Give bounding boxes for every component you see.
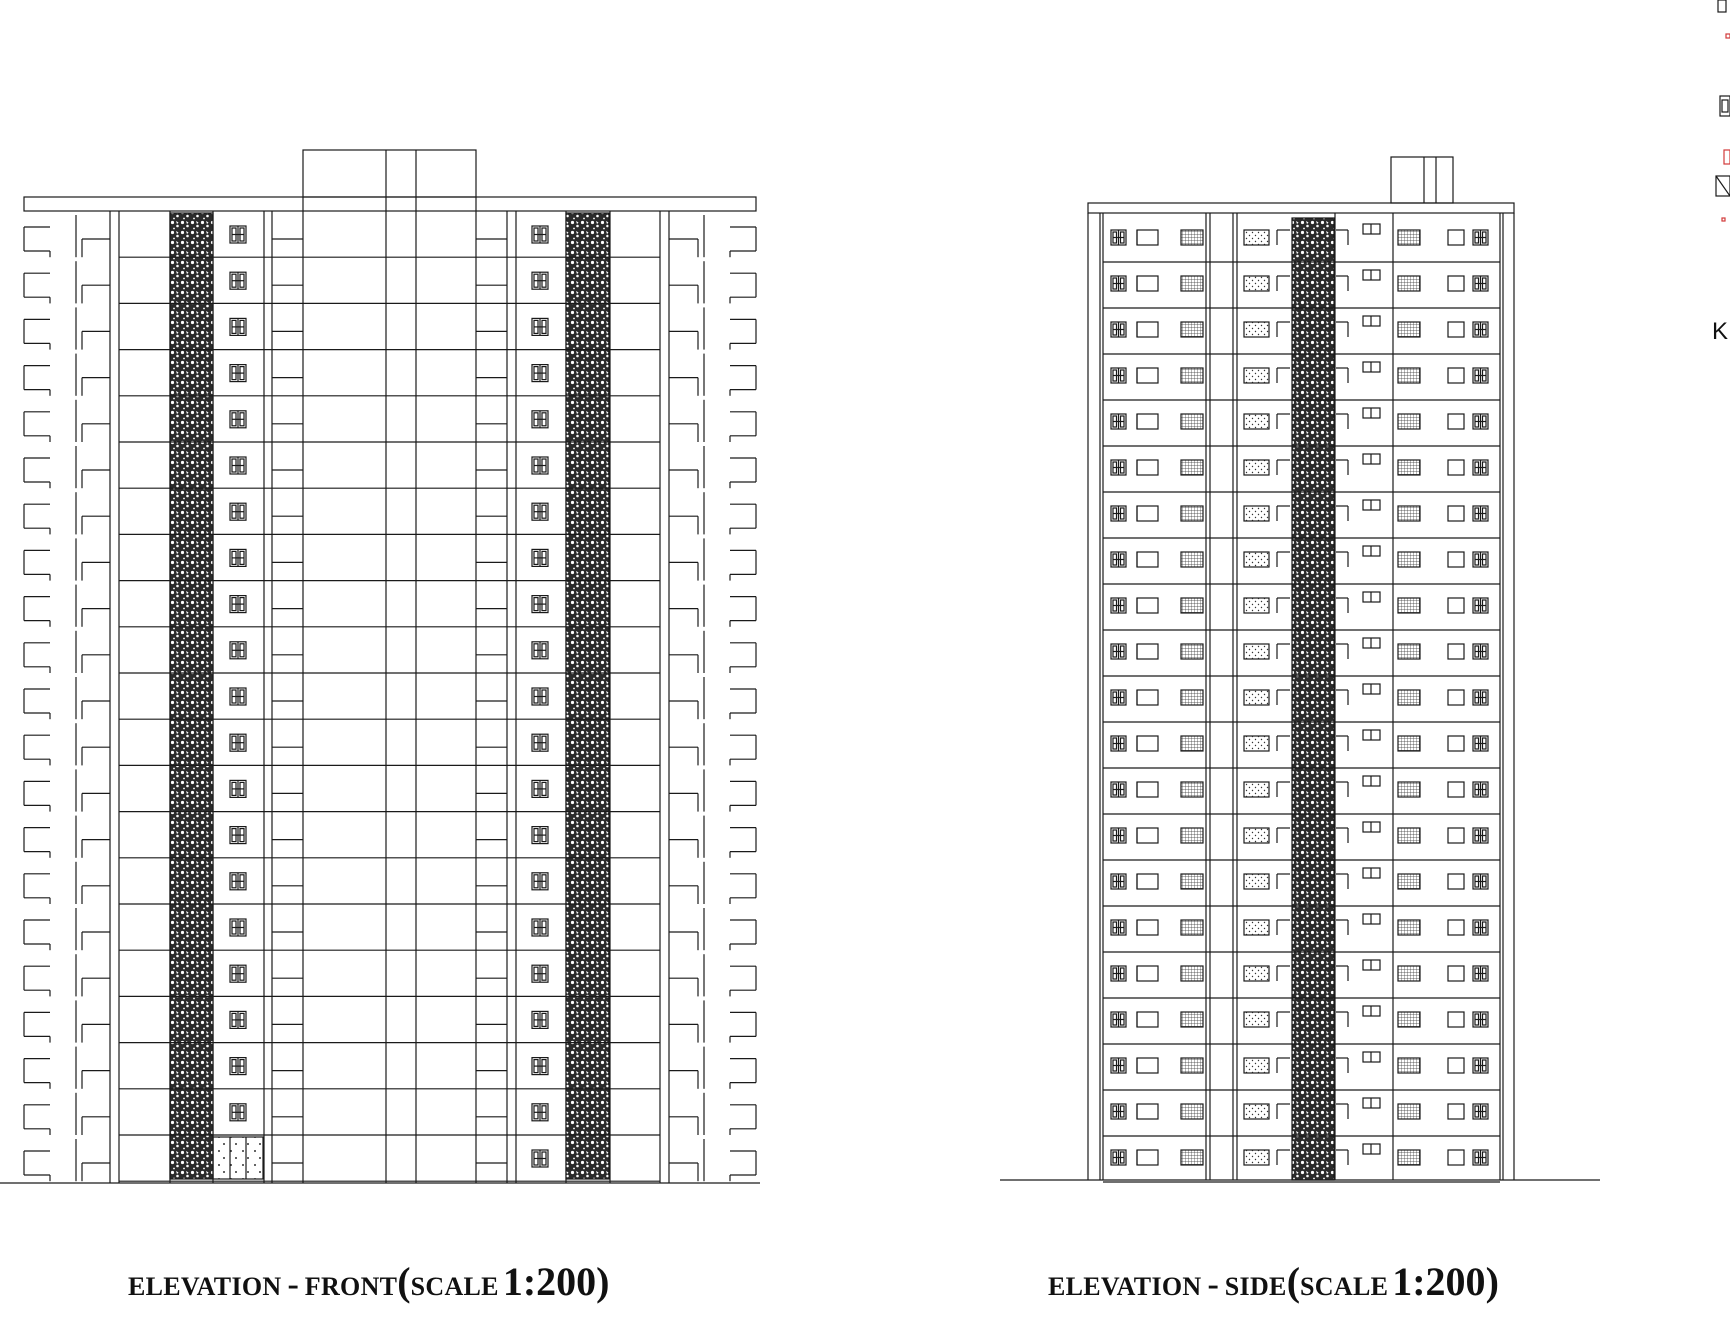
caption-view: FRONT bbox=[304, 1272, 398, 1301]
door-frame bbox=[1137, 1058, 1158, 1073]
window-left bbox=[230, 780, 246, 797]
window-grid bbox=[1181, 598, 1203, 613]
window-grid bbox=[1398, 322, 1420, 337]
window bbox=[1111, 644, 1126, 659]
window bbox=[1111, 1104, 1126, 1119]
door-frame bbox=[1137, 322, 1158, 337]
window-grid bbox=[1181, 1104, 1203, 1119]
window-grid bbox=[1398, 874, 1420, 889]
window-small bbox=[1363, 730, 1380, 740]
window-small bbox=[1363, 684, 1380, 694]
stone-cladding-core bbox=[1292, 218, 1334, 1180]
window bbox=[1111, 506, 1126, 521]
window-dotted bbox=[1244, 736, 1269, 751]
window-grid bbox=[1181, 368, 1203, 383]
side-elevation bbox=[1000, 157, 1600, 1182]
window-grid bbox=[1181, 552, 1203, 567]
door-frame bbox=[1448, 1104, 1464, 1119]
window-left bbox=[230, 1104, 246, 1121]
window-right bbox=[532, 503, 548, 520]
window-grid bbox=[1398, 414, 1420, 429]
window-left bbox=[230, 827, 246, 844]
window-grid bbox=[1181, 414, 1203, 429]
door-frame bbox=[1448, 368, 1464, 383]
window-dotted bbox=[1244, 460, 1269, 475]
window-left bbox=[230, 965, 246, 982]
front-floor bbox=[24, 400, 756, 442]
window-dotted bbox=[1244, 368, 1269, 383]
door-frame bbox=[1137, 828, 1158, 843]
door-frame bbox=[1448, 460, 1464, 475]
window bbox=[1473, 552, 1488, 567]
caption-scale-word: SCALE bbox=[1300, 1272, 1389, 1301]
door-frame bbox=[1448, 414, 1464, 429]
window-grid bbox=[1181, 782, 1203, 797]
door-frame bbox=[1137, 920, 1158, 935]
roof-slab bbox=[24, 197, 756, 211]
door-frame bbox=[1137, 736, 1158, 751]
window-grid bbox=[1181, 1012, 1203, 1027]
window-grid bbox=[1398, 230, 1420, 245]
window-small bbox=[1363, 960, 1380, 970]
window-small bbox=[1363, 362, 1380, 372]
window-left bbox=[230, 688, 246, 705]
front-floor bbox=[24, 677, 756, 719]
window bbox=[1473, 506, 1488, 521]
window-right bbox=[532, 272, 548, 289]
front-floor bbox=[24, 954, 756, 996]
front-floor bbox=[24, 354, 756, 396]
window bbox=[1473, 736, 1488, 751]
window-right bbox=[532, 411, 548, 428]
window-grid bbox=[1398, 1058, 1420, 1073]
window-right bbox=[532, 827, 548, 844]
window-grid bbox=[1181, 460, 1203, 475]
window-right bbox=[532, 318, 548, 335]
window-left bbox=[230, 919, 246, 936]
window bbox=[1473, 966, 1488, 981]
door-frame bbox=[1137, 1150, 1158, 1165]
window-left bbox=[230, 873, 246, 890]
window-right bbox=[532, 873, 548, 890]
door-frame bbox=[1137, 874, 1158, 889]
window-dotted bbox=[1244, 1012, 1269, 1027]
window-grid bbox=[1398, 736, 1420, 751]
window-small bbox=[1363, 316, 1380, 326]
window-grid bbox=[1398, 460, 1420, 475]
window bbox=[1473, 230, 1488, 245]
roof-headroom bbox=[303, 150, 476, 197]
window bbox=[1111, 552, 1126, 567]
caption-scale-value: 1:200 bbox=[1392, 1259, 1486, 1304]
door-frame bbox=[1137, 966, 1158, 981]
window-dotted bbox=[1244, 966, 1269, 981]
window bbox=[1473, 874, 1488, 889]
door-frame bbox=[1448, 276, 1464, 291]
window bbox=[1473, 414, 1488, 429]
door-frame bbox=[1448, 920, 1464, 935]
window-dotted bbox=[1244, 276, 1269, 291]
window-grid bbox=[1398, 552, 1420, 567]
door-frame bbox=[1137, 460, 1158, 475]
front-floor bbox=[24, 446, 756, 488]
window-right bbox=[532, 734, 548, 751]
window bbox=[1111, 874, 1126, 889]
front-floor bbox=[24, 723, 756, 765]
window bbox=[1111, 276, 1126, 291]
window bbox=[1473, 1012, 1488, 1027]
window-grid bbox=[1398, 276, 1420, 291]
window bbox=[1111, 690, 1126, 705]
window-grid bbox=[1398, 690, 1420, 705]
window bbox=[1473, 1058, 1488, 1073]
door-frame bbox=[1137, 690, 1158, 705]
door-frame bbox=[1137, 414, 1158, 429]
window-right bbox=[532, 688, 548, 705]
window bbox=[1473, 322, 1488, 337]
window-grid bbox=[1181, 644, 1203, 659]
fragment-part bbox=[1724, 150, 1730, 164]
window-small bbox=[1363, 638, 1380, 648]
window-left bbox=[230, 272, 246, 289]
window-dotted bbox=[1244, 552, 1269, 567]
window-right bbox=[532, 965, 548, 982]
window-left bbox=[230, 734, 246, 751]
door-frame bbox=[1448, 782, 1464, 797]
fragment-part bbox=[1716, 176, 1730, 196]
window-left bbox=[230, 365, 246, 382]
window-grid bbox=[1181, 1150, 1203, 1165]
window-grid bbox=[1398, 1150, 1420, 1165]
front-elevation-caption: ELEVATION - FRONT(SCALE 1:200) bbox=[128, 1259, 610, 1304]
door-frame bbox=[1137, 276, 1158, 291]
window-left bbox=[230, 549, 246, 566]
window bbox=[1473, 1150, 1488, 1165]
window-dotted bbox=[1244, 322, 1269, 337]
door-frame bbox=[1137, 1104, 1158, 1119]
door-frame bbox=[1137, 1012, 1158, 1027]
front-floor bbox=[24, 538, 756, 580]
front-floor bbox=[24, 1093, 756, 1135]
window-small bbox=[1363, 270, 1380, 280]
door-frame bbox=[1448, 644, 1464, 659]
window-right bbox=[532, 1058, 548, 1075]
window-grid bbox=[1398, 1012, 1420, 1027]
window-dotted bbox=[1244, 644, 1269, 659]
window-small bbox=[1363, 822, 1380, 832]
window-right bbox=[532, 596, 548, 613]
door-frame bbox=[1448, 1012, 1464, 1027]
fragment-marker bbox=[1726, 34, 1730, 38]
window bbox=[1473, 368, 1488, 383]
door-frame bbox=[1448, 966, 1464, 981]
window bbox=[1473, 644, 1488, 659]
window-left bbox=[230, 503, 246, 520]
window-small bbox=[1363, 454, 1380, 464]
door-frame bbox=[1137, 368, 1158, 383]
entrance-door bbox=[213, 1137, 263, 1179]
door-frame bbox=[1137, 552, 1158, 567]
window-grid bbox=[1181, 230, 1203, 245]
window-grid bbox=[1181, 736, 1203, 751]
window-grid bbox=[1398, 782, 1420, 797]
window bbox=[1111, 920, 1126, 935]
window-dotted bbox=[1244, 874, 1269, 889]
door-frame bbox=[1448, 874, 1464, 889]
window-dotted bbox=[1244, 920, 1269, 935]
window-grid bbox=[1181, 1058, 1203, 1073]
stone-cladding-right bbox=[566, 213, 609, 1179]
window bbox=[1473, 690, 1488, 705]
window-grid bbox=[1181, 276, 1203, 291]
window-left bbox=[230, 596, 246, 613]
window-small bbox=[1363, 592, 1380, 602]
window-left bbox=[230, 411, 246, 428]
front-floor bbox=[24, 307, 756, 349]
door-frame bbox=[1448, 1150, 1464, 1165]
door-frame bbox=[1448, 736, 1464, 751]
window-dotted bbox=[1244, 506, 1269, 521]
window-dotted bbox=[1244, 598, 1269, 613]
window-grid bbox=[1398, 506, 1420, 521]
fragment-part bbox=[1718, 0, 1726, 12]
front-floor bbox=[24, 261, 756, 303]
front-floor bbox=[24, 631, 756, 673]
window bbox=[1111, 230, 1126, 245]
door-frame bbox=[1137, 644, 1158, 659]
window-dotted bbox=[1244, 828, 1269, 843]
roof-headroom bbox=[1391, 157, 1453, 203]
window-small bbox=[1363, 776, 1380, 786]
window bbox=[1111, 1012, 1126, 1027]
window bbox=[1111, 368, 1126, 383]
door-frame bbox=[1448, 598, 1464, 613]
window bbox=[1111, 322, 1126, 337]
window bbox=[1473, 460, 1488, 475]
window bbox=[1473, 598, 1488, 613]
window bbox=[1111, 736, 1126, 751]
window-right bbox=[532, 457, 548, 474]
front-floor bbox=[24, 769, 756, 811]
edge-label: K bbox=[1712, 318, 1729, 345]
window-right bbox=[532, 642, 548, 659]
window-left bbox=[230, 1058, 246, 1075]
door-frame bbox=[1448, 230, 1464, 245]
window bbox=[1111, 966, 1126, 981]
window-small bbox=[1363, 1052, 1380, 1062]
window-right bbox=[532, 1104, 548, 1121]
caption-title: ELEVATION bbox=[128, 1272, 282, 1301]
front-floor bbox=[24, 492, 756, 534]
window-dotted bbox=[1244, 690, 1269, 705]
window-grid bbox=[1181, 874, 1203, 889]
window-small bbox=[1363, 1144, 1380, 1154]
caption-view: SIDE bbox=[1224, 1272, 1287, 1301]
window bbox=[1473, 782, 1488, 797]
window-right bbox=[532, 1011, 548, 1028]
caption-scale-value: 1:200 bbox=[502, 1259, 597, 1304]
window-left bbox=[230, 1011, 246, 1028]
window-grid bbox=[1181, 690, 1203, 705]
front-floor bbox=[24, 816, 756, 858]
window-grid bbox=[1181, 322, 1203, 337]
fragment-part bbox=[1722, 100, 1728, 112]
window-dotted bbox=[1244, 414, 1269, 429]
window bbox=[1473, 276, 1488, 291]
window bbox=[1111, 598, 1126, 613]
door-frame bbox=[1137, 782, 1158, 797]
door-frame bbox=[1137, 230, 1158, 245]
front-floor bbox=[24, 585, 756, 627]
front-floor bbox=[24, 1000, 756, 1042]
window-small bbox=[1363, 868, 1380, 878]
window-small bbox=[1363, 500, 1380, 510]
door-frame bbox=[1448, 506, 1464, 521]
caption-dash: - bbox=[1207, 1266, 1219, 1303]
window-right bbox=[532, 780, 548, 797]
front-floor bbox=[24, 908, 756, 950]
adjacent-drawing-fragment bbox=[1716, 0, 1730, 221]
window bbox=[1111, 828, 1126, 843]
front-floor bbox=[24, 1047, 756, 1089]
door-frame bbox=[1448, 1058, 1464, 1073]
window-grid bbox=[1181, 966, 1203, 981]
window-grid bbox=[1398, 368, 1420, 383]
window-small bbox=[1363, 914, 1380, 924]
caption-dash: - bbox=[287, 1266, 299, 1303]
window bbox=[1111, 782, 1126, 797]
window-grid bbox=[1181, 828, 1203, 843]
window-left bbox=[230, 226, 246, 243]
door-frame bbox=[1448, 828, 1464, 843]
window bbox=[1111, 1058, 1126, 1073]
window-grid bbox=[1398, 966, 1420, 981]
window-dotted bbox=[1244, 1150, 1269, 1165]
window-grid bbox=[1398, 644, 1420, 659]
window-dotted bbox=[1244, 1058, 1269, 1073]
window-dotted bbox=[1244, 782, 1269, 797]
front-floor bbox=[24, 862, 756, 904]
window-right bbox=[532, 1150, 548, 1167]
front-elevation bbox=[0, 150, 760, 1183]
window-grid bbox=[1398, 598, 1420, 613]
fragment-marker bbox=[1722, 218, 1725, 221]
window-small bbox=[1363, 408, 1380, 418]
stone-cladding-left bbox=[170, 213, 213, 1179]
window-grid bbox=[1181, 920, 1203, 935]
window-small bbox=[1363, 1006, 1380, 1016]
window-grid bbox=[1398, 920, 1420, 935]
window-small bbox=[1363, 224, 1380, 234]
door-frame bbox=[1137, 598, 1158, 613]
door-frame bbox=[1448, 690, 1464, 705]
door-frame bbox=[1448, 322, 1464, 337]
roof-slab bbox=[1088, 203, 1514, 213]
window-right bbox=[532, 919, 548, 936]
window bbox=[1111, 460, 1126, 475]
window-right bbox=[532, 226, 548, 243]
window bbox=[1473, 920, 1488, 935]
window bbox=[1473, 828, 1488, 843]
side-elevation-caption: ELEVATION - SIDE(SCALE 1:200) bbox=[1048, 1259, 1499, 1304]
window-small bbox=[1363, 1098, 1380, 1108]
window bbox=[1111, 414, 1126, 429]
door-frame bbox=[1137, 506, 1158, 521]
window-left bbox=[230, 642, 246, 659]
caption-scale-word: SCALE bbox=[410, 1272, 499, 1301]
window-right bbox=[532, 549, 548, 566]
window-left bbox=[230, 318, 246, 335]
window-left bbox=[230, 457, 246, 474]
door-frame bbox=[1448, 552, 1464, 567]
window-dotted bbox=[1244, 230, 1269, 245]
window bbox=[1473, 1104, 1488, 1119]
window bbox=[1111, 1150, 1126, 1165]
window-grid bbox=[1398, 1104, 1420, 1119]
window-grid bbox=[1398, 828, 1420, 843]
caption-title: ELEVATION bbox=[1048, 1272, 1202, 1301]
window-dotted bbox=[1244, 1104, 1269, 1119]
window-grid bbox=[1181, 506, 1203, 521]
window-right bbox=[532, 365, 548, 382]
front-floor bbox=[24, 1139, 756, 1181]
front-floor bbox=[24, 215, 756, 257]
window-small bbox=[1363, 546, 1380, 556]
